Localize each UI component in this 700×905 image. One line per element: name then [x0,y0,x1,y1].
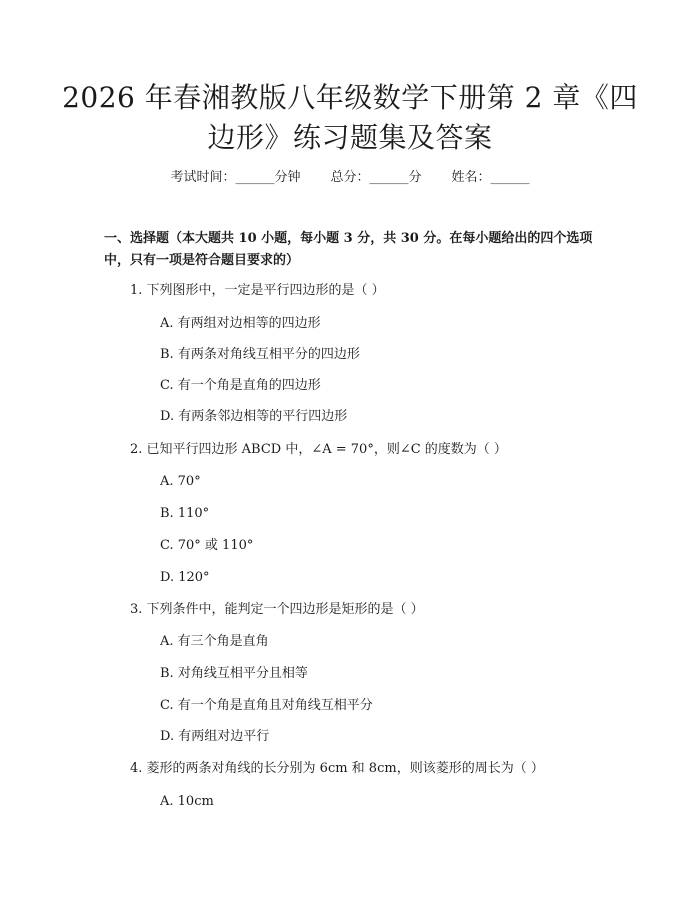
student-name-label: 姓名：______ [451,170,530,185]
question-2-option-d: D. 120° [160,570,210,585]
question-2-option-c: C. 70° 或 110° [160,538,254,553]
question-1: 1. 下列图形中，一定是平行四边形的是（ ） [130,283,385,298]
document-title [60,78,640,158]
exam-info [0,168,700,188]
question-2-option-a: A. 70° [160,474,201,489]
total-score-label: 总分：______分 [330,170,422,185]
title-line-2: 边形》练习题集及答案 [207,121,493,154]
section-heading: 一、选择题（本大题共 10 小题，每小题 3 分，共 30 分。在每小题给出的四个选项中，只有一项是符合题目要求的） [104,231,593,268]
question-4-option-a: A. 10cm [160,794,214,809]
question-3: 3. 下列条件中，能判定一个四边形是矩形的是（ ） [130,602,424,617]
question-1-option-b: B. 有两条对角线互相平分的四边形 [160,347,360,362]
question-1-option-d: D. 有两条邻边相等的平行四边形 [160,409,348,424]
exam-time-label: 考试时间：______分钟 [170,170,301,185]
question-3-option-d: D. 有两组对边平行 [160,729,270,744]
question-4: 4. 菱形的两条对角线的长分别为 6cm 和 8cm，则该菱形的周长为（ ） [130,761,544,776]
question-3-option-c: C. 有一个角是直角且对角线互相平分 [160,698,373,713]
question-1-option-a: A. 有两组对边相等的四边形 [160,316,321,331]
question-3-option-a: A. 有三个角是直角 [160,634,269,649]
question-2-option-b: B. 110° [160,506,210,521]
question-1-option-c: C. 有一个角是直角的四边形 [160,378,321,393]
question-2: 2. 已知平行四边形 ABCD 中，∠A = 70°，则∠C 的度数为（ ） [130,442,507,457]
title-line-1: 2026 年春湘教版八年级数学下册第 2 章《四 [62,81,638,114]
question-3-option-b: B. 对角线互相平分且相等 [160,666,308,681]
